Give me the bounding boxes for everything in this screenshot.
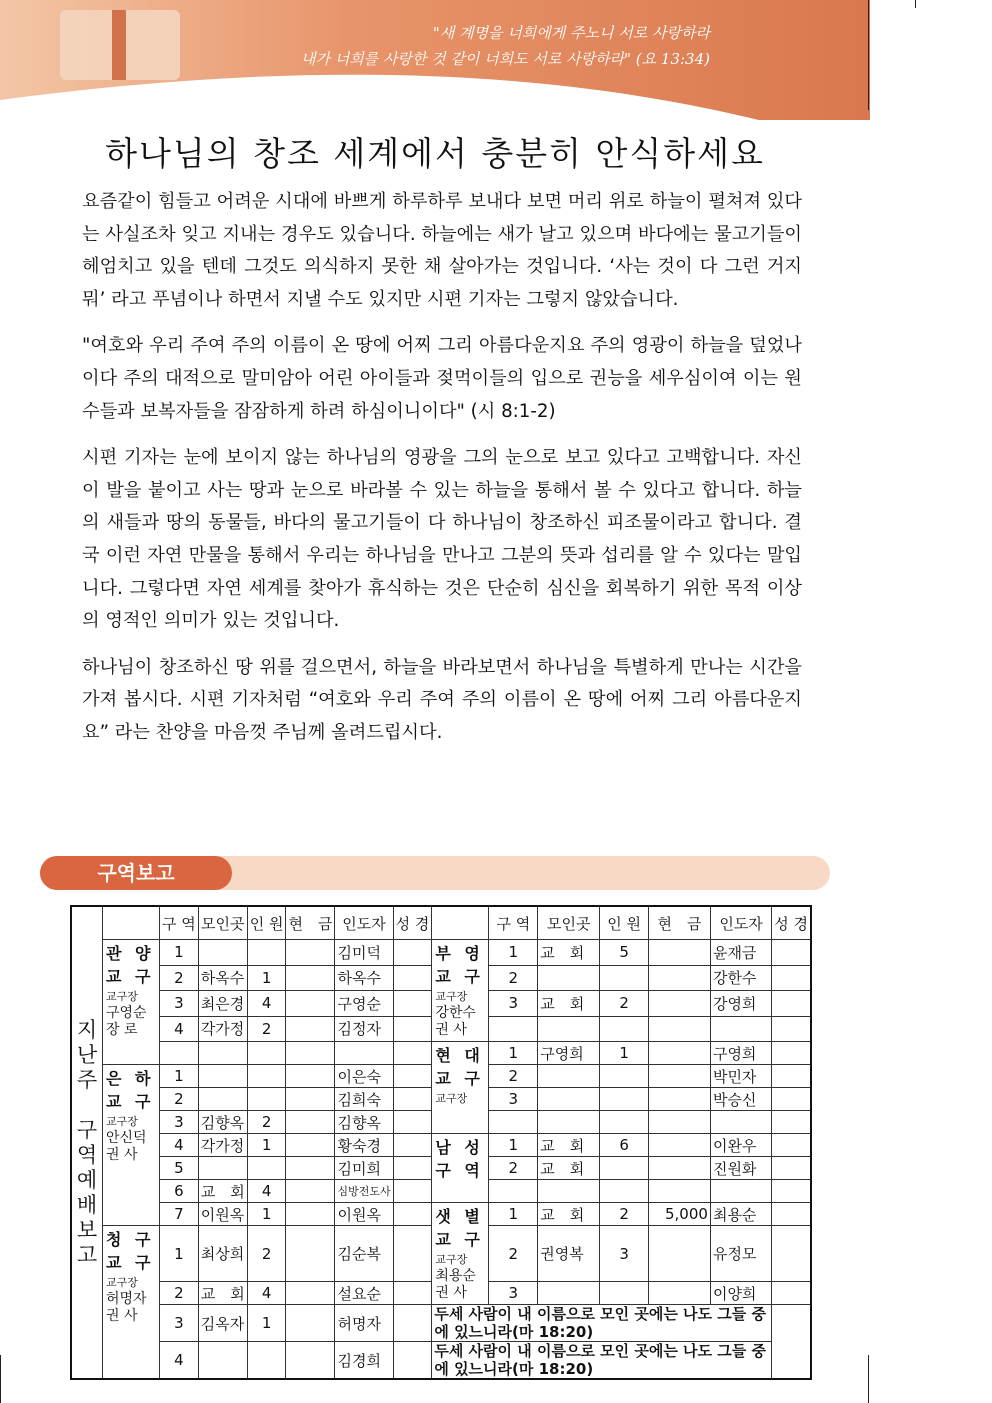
cell-attendance: [600, 1016, 649, 1042]
cell-leader: 강한수: [710, 965, 771, 991]
cell-district: 4: [160, 1134, 199, 1157]
cell-place: [198, 940, 247, 966]
group-label: [432, 1203, 489, 1305]
cell-bible: [393, 1111, 432, 1134]
cell-bible: [772, 1180, 811, 1203]
cell-bible: [393, 1226, 432, 1282]
cell-district: 2: [160, 1282, 199, 1305]
cell-offering: 5,000: [649, 1203, 711, 1226]
cell-bible: [772, 1111, 811, 1134]
cell-attendance: 4: [247, 1282, 286, 1305]
group-name: 남 성: [435, 1138, 484, 1157]
cell-bible: [393, 1282, 432, 1305]
cell-district: 3: [489, 1282, 538, 1305]
cell-offering: [649, 1282, 711, 1305]
cell-place: [538, 1180, 600, 1203]
cell-attendance: 2: [600, 991, 649, 1017]
cell-district: 3: [160, 991, 199, 1017]
cell-bible: [393, 940, 432, 966]
cell-offering: [649, 1180, 711, 1203]
group-label: [432, 1042, 489, 1134]
group-label: [432, 1134, 489, 1203]
cell-offering: [286, 1016, 335, 1042]
cell-place: 최은경: [198, 991, 247, 1017]
cell-district: 1: [489, 1042, 538, 1065]
quote-line-2: 내가 너희를 사랑한 것 같이 너희도 서로 사랑하라" (요 13:34): [300, 50, 710, 68]
group-name: 관 양: [106, 944, 155, 963]
cell-district: 1: [489, 1203, 538, 1226]
cell-offering: [286, 1342, 335, 1380]
cell-attendance: 5: [600, 940, 649, 966]
cell-attendance: [600, 1065, 649, 1088]
cell-bible: [393, 1042, 432, 1065]
group-name: 교 구: [435, 1230, 484, 1249]
cell-place: [538, 1088, 600, 1111]
group-name: 교 구: [435, 967, 484, 986]
side-title: [71, 906, 103, 1379]
cell-district: 1: [160, 1226, 199, 1282]
table-row: [71, 1342, 811, 1380]
cell-place: [198, 1342, 247, 1380]
cell-district: 2: [489, 1065, 538, 1088]
cell-offering: [286, 991, 335, 1017]
cell-leader: 최용순: [710, 1203, 771, 1226]
cell-leader: 김미희: [335, 1157, 393, 1180]
header-cell: 모인곳: [198, 906, 247, 940]
group-leader: 교구장: [106, 1276, 138, 1289]
cell-attendance: 2: [600, 1203, 649, 1226]
cell-leader: [710, 1111, 771, 1134]
cell-bible: [393, 1016, 432, 1042]
cell-attendance: [247, 1065, 286, 1088]
group-name: 은 하: [106, 1069, 155, 1088]
cell-district: 1: [160, 1065, 199, 1088]
group-leader: 권 사: [106, 1308, 138, 1324]
cell-bible: [772, 965, 811, 991]
cell-offering: [286, 1065, 335, 1088]
cell-attendance: 1: [247, 1203, 286, 1226]
cell-place: 교 회: [198, 1282, 247, 1305]
cell-bible: [772, 1134, 811, 1157]
group-name: 교 구: [106, 1253, 155, 1272]
group-leader: 교구장: [435, 990, 468, 1003]
cell-district: 2: [489, 965, 538, 991]
cell-place: 구영희: [538, 1042, 600, 1065]
page-corner-mark: [915, 0, 916, 8]
cell-place: 권영복: [538, 1226, 600, 1282]
cell-offering: [649, 1111, 711, 1134]
cell-place: [198, 1088, 247, 1111]
header-group-blank-right: [432, 906, 489, 940]
cell-place: [198, 1065, 247, 1088]
header-cell: 모인곳: [538, 906, 600, 940]
group-name: 교 구: [106, 967, 155, 986]
cell-district: 3: [489, 1088, 538, 1111]
cell-attendance: 1: [247, 1305, 286, 1342]
group-name: 교 구: [435, 1069, 484, 1088]
cell-place: [538, 1016, 600, 1042]
cell-attendance: [600, 1157, 649, 1180]
quote-line-1: "새 계명을 너희에게 주노니 서로 사랑하라: [432, 24, 710, 42]
cell-place: [198, 1157, 247, 1180]
cell-bible: [772, 1042, 811, 1065]
cell-offering: [286, 1226, 335, 1282]
cell-leader: 구영희: [710, 1042, 771, 1065]
section-heading: 구역보고: [40, 856, 232, 890]
cell-attendance: [600, 965, 649, 991]
verse-text: 두세 사람이 내 이름으로 모인 곳에는 나도 그들 중에 있느니라(마 18:20): [432, 1305, 772, 1342]
group-leader: 강한수: [435, 1005, 476, 1021]
cell-place: 교 회: [538, 991, 600, 1017]
header-cell: 인 원: [247, 906, 286, 940]
cell-attendance: [247, 940, 286, 966]
cell-offering: [286, 1042, 335, 1065]
cell-place: 이원옥: [198, 1203, 247, 1226]
cell-attendance: 1: [247, 965, 286, 991]
side-title-char: 보: [76, 1217, 98, 1242]
cell-place: [538, 965, 600, 991]
cell-leader: 이완우: [710, 1134, 771, 1157]
cell-bible: [393, 1305, 432, 1342]
cell-place: [198, 1042, 247, 1065]
header-row: [71, 906, 811, 940]
cell-attendance: 1: [247, 1134, 286, 1157]
cell-offering: [286, 965, 335, 991]
cell-leader: 이원옥: [335, 1203, 393, 1226]
cell-attendance: [600, 1111, 649, 1134]
header-cell: 구 역: [160, 906, 199, 940]
cell-bible: [772, 1088, 811, 1111]
group-leader: 최용순: [435, 1268, 476, 1284]
cell-bible: [772, 1226, 811, 1282]
cell-bible: [393, 991, 432, 1017]
cell-bible: [393, 1134, 432, 1157]
cell-leader: 진원화: [710, 1157, 771, 1180]
cell-leader: 윤재금: [710, 940, 771, 966]
cell-leader: 김경희: [335, 1342, 393, 1380]
cell-attendance: 4: [247, 991, 286, 1017]
cell-offering: [286, 1088, 335, 1111]
cell-district: 7: [160, 1203, 199, 1226]
cell-place: 교 회: [198, 1180, 247, 1203]
cell-district: 2: [489, 1157, 538, 1180]
cell-offering: [649, 1226, 711, 1282]
table-row: [71, 1203, 811, 1226]
table-row: [71, 940, 811, 966]
cell-leader: [710, 1180, 771, 1203]
cell-bible: [772, 940, 811, 966]
cell-place: [538, 1282, 600, 1305]
cell-offering: [286, 1203, 335, 1226]
header-group-blank: [103, 906, 160, 940]
cell-offering: [286, 1305, 335, 1342]
cell-bible: [393, 965, 432, 991]
header-cell: 현 금: [649, 906, 711, 940]
side-title-char: 주: [76, 1067, 98, 1092]
cell-place: 교 회: [538, 1134, 600, 1157]
cell-leader: 구영순: [335, 991, 393, 1017]
cell-bible: [772, 1282, 811, 1305]
cell-leader: 황숙경: [335, 1134, 393, 1157]
cell-bible: [772, 991, 811, 1017]
paragraph-4: 하나님이 창조하신 땅 위를 걸으면서, 하늘을 바라보면서 하나님을 특별하게 만나는 시간을 가져 봅시다. 시편 기자처럼 “여호와 우리 주여 주의 이름이 온 땅에 어찌 그리 아름다운지요” 라는 찬양을 마음껏 주님께 올려드립시다.: [82, 656, 802, 743]
cell-offering: [286, 1134, 335, 1157]
cell-attendance: 1: [600, 1042, 649, 1065]
cell-place: [538, 1111, 600, 1134]
cell-bible: [393, 1065, 432, 1088]
district-report-table: [70, 905, 812, 1380]
table-row: [71, 1042, 811, 1065]
cell-attendance: [247, 1342, 286, 1380]
group-name: 구 역: [435, 1161, 484, 1180]
cell-offering: [649, 1134, 711, 1157]
header-cell: 현 금: [286, 906, 335, 940]
group-leader: 권 사: [435, 1022, 467, 1038]
cell-district: 5: [160, 1157, 199, 1180]
cell-place: 각가정: [198, 1016, 247, 1042]
page-frame-right-bottom: [868, 1355, 869, 1403]
cell-place: 각가정: [198, 1134, 247, 1157]
cell-district: 6: [160, 1180, 199, 1203]
header-cell: 인도자: [710, 906, 771, 940]
cell-attendance: 2: [247, 1111, 286, 1134]
cell-district: 2: [160, 1088, 199, 1111]
side-title-char: 고: [76, 1242, 98, 1267]
cell-leader: 설요순: [335, 1282, 393, 1305]
cell-place: [538, 1065, 600, 1088]
cell-place: 김옥자: [198, 1305, 247, 1342]
cell-bible: [393, 1342, 432, 1380]
cell-leader: 박승신: [710, 1088, 771, 1111]
side-title-char: 구: [76, 1117, 98, 1142]
cell-offering: [649, 1016, 711, 1042]
cell-bible: [393, 1203, 432, 1226]
cell-leader: 이은숙: [335, 1065, 393, 1088]
cell-attendance: [600, 1282, 649, 1305]
side-title-char: 지: [76, 1017, 98, 1042]
header-cell: 성 경: [393, 906, 432, 940]
cell-offering: [649, 940, 711, 966]
table-row: [71, 1134, 811, 1157]
cell-leader: 박민자: [710, 1065, 771, 1088]
page-frame-right: [868, 0, 869, 110]
cell-district: 3: [160, 1111, 199, 1134]
cell-bible: [393, 1180, 432, 1203]
cell-attendance: [247, 1042, 286, 1065]
group-label: [103, 1065, 160, 1226]
side-title-char: 역: [76, 1142, 98, 1167]
header-cell: 성 경: [772, 906, 811, 940]
group-leader: 교구장: [106, 990, 138, 1003]
cell-offering: [649, 965, 711, 991]
page-frame-left-bottom: [0, 1355, 1, 1403]
cell-district: 2: [160, 965, 199, 991]
header-cell: 인 원: [600, 906, 649, 940]
header-cell: 인도자: [335, 906, 393, 940]
cell-leader: 하옥수: [335, 965, 393, 991]
cell-place: 김향옥: [198, 1111, 247, 1134]
cell-offering: [286, 1282, 335, 1305]
cell-district: [489, 1016, 538, 1042]
table-row: [71, 1305, 811, 1342]
group-leader: 교구장: [435, 1092, 468, 1105]
side-title-char: 난: [76, 1042, 98, 1067]
group-label: [103, 1226, 160, 1380]
group-name: 현 대: [435, 1046, 484, 1065]
cell-attendance: 2: [247, 1016, 286, 1042]
cell-leader: 강영희: [710, 991, 771, 1017]
group-name: 부 영: [435, 944, 484, 963]
cell-place: 교 회: [538, 940, 600, 966]
group-label: [432, 940, 489, 1042]
cell-attendance: [600, 1180, 649, 1203]
article-title: 하나님의 창조 세계에서 충분히 안식하세요: [105, 134, 765, 173]
cell-district: [489, 1180, 538, 1203]
cell-offering: [286, 940, 335, 966]
cell-bible: [772, 1157, 811, 1180]
cell-district: 4: [160, 1342, 199, 1380]
group-leader: 구영순: [106, 1005, 147, 1021]
cell-place: 교 회: [538, 1157, 600, 1180]
side-title-char: 예: [76, 1167, 98, 1192]
cell-district: 2: [489, 1226, 538, 1282]
cell-place: 최상희: [198, 1226, 247, 1282]
cell-offering: [286, 1180, 335, 1203]
cell-bible: [393, 1088, 432, 1111]
cell-offering: [649, 1157, 711, 1180]
cell-district: 3: [160, 1305, 199, 1342]
cell-district: 1: [489, 940, 538, 966]
cell-bible: [772, 1065, 811, 1088]
cell-district: 1: [160, 940, 199, 966]
cell-district: [489, 1111, 538, 1134]
cell-attendance: 4: [247, 1180, 286, 1203]
side-title-char: 배: [76, 1192, 98, 1217]
group-name: 교 구: [106, 1092, 155, 1111]
cell-district: 1: [489, 1134, 538, 1157]
cell-attendance: [247, 1088, 286, 1111]
header-cell: 구 역: [489, 906, 538, 940]
paragraph-3: 시편 기자는 눈에 보이지 않는 하나님의 영광을 그의 눈으로 보고 있다고 고백합니다. 자신이 발을 붙이고 사는 땅과 눈으로 바라볼 수 있는 하늘을 통해서 볼 수 있다고 합니다. 하늘의 새들과 땅의 동물들, 바다의 물고기들이 다 하나님이 창조하신 피조물이라고 합니다. 결국 이런 자연 만물을 통해서 우리는 하나님을 만나고 그분의 뜻과 섭리를 알 수 있다는 말입니다. 그렇다면 자연 세계를 찾아가 휴식하는 것은 단순히 심신을 회복하기 위한 목적 이상의 영적인 의미가 있는 것입니다.: [82, 447, 802, 632]
cell-leader: 허명자: [335, 1305, 393, 1342]
cell-leader: [335, 1042, 393, 1065]
cell-leader: 김미덕: [335, 940, 393, 966]
cell-attendance: [600, 1088, 649, 1111]
cell-attendance: 2: [247, 1226, 286, 1282]
group-leader: 권 사: [106, 1147, 138, 1163]
cell-district: 3: [489, 991, 538, 1017]
cell-offering: [649, 1065, 711, 1088]
cell-district: 4: [160, 1016, 199, 1042]
group-name: 샛 별: [435, 1207, 484, 1226]
group-leader: 권 사: [435, 1285, 467, 1301]
group-leader: 안신덕: [106, 1130, 147, 1146]
cell-attendance: 6: [600, 1134, 649, 1157]
cell-place: 교 회: [538, 1203, 600, 1226]
group-leader: 장 로: [106, 1022, 138, 1038]
paragraph-1: 요즘같이 힘들고 어려운 시대에 바쁘게 하루하루 보내다 보면 머리 위로 하늘이 펼쳐져 있다는 사실조차 잊고 지내는 경우도 있습니다. 하늘에는 새가 날고 있으며 바다에는 물고기들이 헤엄치고 있을 텐데 그것도 의식하지 못한 채 살아가는 것입니다. ‘사는 것이 다 그런 거지 뭐’ 라고 푸념이나 하면서 지낼 수도 있지만 시편 기자는 그렇지 않았습니다.: [82, 191, 802, 310]
group-leader: 허명자: [106, 1291, 147, 1307]
cell-offering: [649, 1088, 711, 1111]
cell-offering: [649, 1042, 711, 1065]
cell-leader: [710, 1016, 771, 1042]
cell-bible: [772, 1203, 811, 1226]
cell-bible: [393, 1157, 432, 1180]
cell-leader: 심방전도사: [335, 1180, 393, 1203]
cell-leader: 김희숙: [335, 1088, 393, 1111]
cell-leader: 김순복: [335, 1226, 393, 1282]
group-leader: 교구장: [106, 1115, 138, 1128]
article-body: [82, 186, 802, 764]
side-title-char: [74, 1093, 100, 1118]
cell-offering: [286, 1111, 335, 1134]
cell-place: 하옥수: [198, 965, 247, 991]
group-leader: 교구장: [435, 1253, 468, 1266]
verse-text: 두세 사람이 내 이름으로 모인 곳에는 나도 그들 중에 있느니라(마 18:20): [432, 1342, 772, 1380]
cell-attendance: 3: [600, 1226, 649, 1282]
paragraph-2: "여호와 우리 주여 주의 이름이 온 땅에 어찌 그리 아름다운지요 주의 영광이 하늘을 덮었나이다 주의 대적으로 말미암아 어린 아이들과 젖먹이들의 입으로 권능을 세우심이여 이는 원수들과 보복자들을 잠잠하게 하려 하심이니이다" (시 8:1-2): [82, 335, 802, 422]
cell-district: [160, 1042, 199, 1065]
cell-bible: [772, 1016, 811, 1042]
cell-attendance: [247, 1157, 286, 1180]
cell-leader: 김정자: [335, 1016, 393, 1042]
cell-leader: 김향옥: [335, 1111, 393, 1134]
group-name: 청 구: [106, 1230, 155, 1249]
cell-leader: 유정모: [710, 1226, 771, 1282]
cell-offering: [286, 1157, 335, 1180]
cell-offering: [649, 991, 711, 1017]
cell-leader: 이양희: [710, 1282, 771, 1305]
group-label: [103, 940, 160, 1065]
